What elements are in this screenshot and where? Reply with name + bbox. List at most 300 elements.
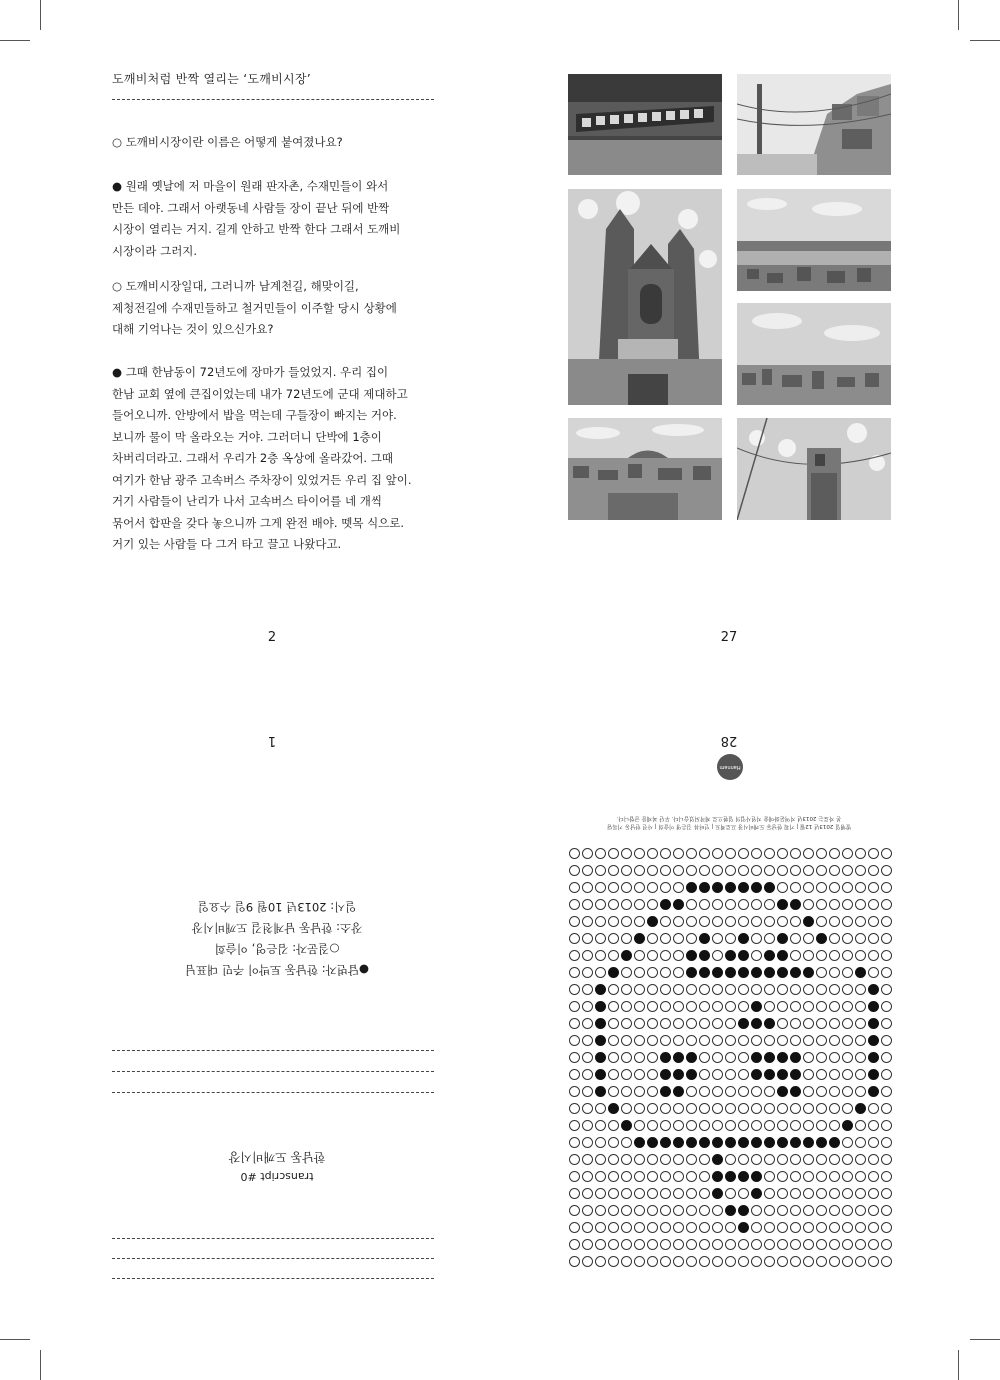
- empty-dot: [816, 1256, 827, 1267]
- empty-dot: [842, 1205, 853, 1216]
- empty-dot: [855, 1188, 866, 1199]
- empty-dot: [790, 882, 801, 893]
- empty-dot: [803, 1035, 814, 1046]
- empty-dot: [777, 1001, 788, 1012]
- empty-dot: [660, 1035, 671, 1046]
- filled-dot: [686, 882, 697, 893]
- empty-dot: [608, 865, 619, 876]
- empty-dot: [868, 848, 879, 859]
- empty-dot: [816, 1222, 827, 1233]
- empty-dot: [725, 1035, 736, 1046]
- empty-dot: [647, 1001, 658, 1012]
- empty-dot: [764, 984, 775, 995]
- empty-dot: [569, 1069, 580, 1080]
- empty-dot: [842, 1154, 853, 1165]
- empty-dot: [582, 1188, 593, 1199]
- empty-dot: [842, 1171, 853, 1182]
- empty-dot: [634, 899, 645, 910]
- empty-dot: [673, 967, 684, 978]
- text-line: 발행일 2013년 12월 | 기획 한남동 도깨비시장 프로젝트 | 인터뷰 김은영 이슬희 | 사진 한남동 기록팀: [606, 823, 852, 829]
- empty-dot: [712, 1222, 723, 1233]
- empty-dot: [842, 967, 853, 978]
- empty-dot: [647, 848, 658, 859]
- empty-dot: [842, 882, 853, 893]
- crop-mark: [958, 0, 959, 30]
- empty-dot: [881, 865, 892, 876]
- empty-dot: [764, 1103, 775, 1114]
- empty-dot: [621, 967, 632, 978]
- empty-dot: [569, 1222, 580, 1233]
- empty-dot: [829, 1069, 840, 1080]
- empty-dot: [699, 1205, 710, 1216]
- empty-dot: [699, 1154, 710, 1165]
- empty-dot: [569, 1239, 580, 1250]
- empty-dot: [816, 967, 827, 978]
- empty-dot: [595, 1222, 606, 1233]
- empty-dot: [647, 1239, 658, 1250]
- empty-dot: [582, 967, 593, 978]
- empty-dot: [868, 1171, 879, 1182]
- empty-dot: [738, 1086, 749, 1097]
- empty-dot: [751, 865, 762, 876]
- empty-dot: [842, 848, 853, 859]
- empty-dot: [712, 1086, 723, 1097]
- empty-dot: [608, 1188, 619, 1199]
- empty-dot: [673, 1120, 684, 1131]
- empty-dot: [751, 950, 762, 961]
- empty-dot: [660, 1171, 671, 1182]
- empty-dot: [751, 899, 762, 910]
- empty-dot: [673, 1018, 684, 1029]
- empty-dot: [699, 865, 710, 876]
- empty-dot: [777, 1120, 788, 1131]
- filled-dot: [725, 950, 736, 961]
- empty-dot: [608, 1239, 619, 1250]
- text-line: ● 그때 한남동이 72년도에 장마가 들었었지. 우리 집이: [112, 365, 389, 379]
- empty-dot: [673, 1103, 684, 1114]
- empty-dot: [725, 984, 736, 995]
- empty-dot: [673, 1239, 684, 1250]
- empty-dot: [699, 1069, 710, 1080]
- filled-dot: [660, 1052, 671, 1063]
- empty-dot: [712, 848, 723, 859]
- empty-dot: [803, 1052, 814, 1063]
- filled-dot: [595, 1086, 606, 1097]
- empty-dot: [712, 984, 723, 995]
- empty-dot: [595, 1256, 606, 1267]
- empty-dot: [569, 1103, 580, 1114]
- empty-dot: [569, 1154, 580, 1165]
- empty-dot: [686, 1171, 697, 1182]
- empty-dot: [881, 1001, 892, 1012]
- empty-dot: [868, 865, 879, 876]
- empty-dot: [829, 1188, 840, 1199]
- empty-dot: [764, 1222, 775, 1233]
- empty-dot: [855, 984, 866, 995]
- empty-dot: [569, 1256, 580, 1267]
- empty-dot: [725, 1103, 736, 1114]
- empty-dot: [829, 1154, 840, 1165]
- empty-dot: [738, 1188, 749, 1199]
- rooftops-photo: [568, 418, 722, 520]
- empty-dot: [647, 1035, 658, 1046]
- empty-dot: [725, 1018, 736, 1029]
- filled-dot: [751, 1018, 762, 1029]
- empty-dot: [738, 984, 749, 995]
- empty-dot: [595, 950, 606, 961]
- text-line: 제청전길에 수재민들하고 철거민들이 이주할 당시 상황에: [112, 300, 397, 315]
- text-line: 한남 교회 옆에 큰집이었는데 내가 72년도에 군대 제대하고: [112, 386, 408, 401]
- empty-dot: [725, 1001, 736, 1012]
- empty-dot: [621, 1154, 632, 1165]
- text-line: 거기 있는 사람들 다 그거 타고 끌고 나왔다고.: [112, 537, 342, 551]
- empty-dot: [634, 1256, 645, 1267]
- empty-dot: [647, 1154, 658, 1165]
- filled-dot: [764, 1137, 775, 1148]
- empty-dot: [777, 916, 788, 927]
- empty-dot: [842, 1188, 853, 1199]
- empty-dot: [842, 933, 853, 944]
- empty-dot: [803, 1103, 814, 1114]
- empty-dot: [673, 916, 684, 927]
- empty-dot: [608, 1001, 619, 1012]
- empty-dot: [738, 1239, 749, 1250]
- empty-dot: [777, 1171, 788, 1182]
- filled-dot: [738, 1222, 749, 1233]
- filled-dot: [673, 899, 684, 910]
- empty-dot: [881, 1154, 892, 1165]
- empty-dot: [816, 1171, 827, 1182]
- empty-dot: [608, 1052, 619, 1063]
- filled-dot: [855, 967, 866, 978]
- empty-dot: [621, 1222, 632, 1233]
- text-line: 대해 기억나는 것이 있으신가요?: [112, 322, 274, 336]
- empty-dot: [764, 1120, 775, 1131]
- empty-dot: [855, 1120, 866, 1131]
- filled-dot: [751, 1137, 762, 1148]
- empty-dot: [881, 848, 892, 859]
- filled-dot: [686, 1069, 697, 1080]
- empty-dot: [751, 984, 762, 995]
- empty-dot: [608, 1035, 619, 1046]
- filled-dot: [803, 1137, 814, 1148]
- empty-dot: [881, 1256, 892, 1267]
- empty-dot: [595, 1120, 606, 1131]
- empty-dot: [582, 1154, 593, 1165]
- filled-dot: [751, 967, 762, 978]
- empty-dot: [764, 899, 775, 910]
- empty-dot: [699, 1171, 710, 1182]
- text-line: 시장이라 그러지.: [112, 243, 198, 258]
- empty-dot: [751, 1256, 762, 1267]
- empty-dot: [621, 916, 632, 927]
- empty-dot: [595, 1205, 606, 1216]
- empty-dot: [829, 984, 840, 995]
- empty-dot: [803, 848, 814, 859]
- empty-dot: [621, 1001, 632, 1012]
- empty-dot: [673, 1256, 684, 1267]
- empty-dot: [738, 916, 749, 927]
- empty-dot: [803, 1222, 814, 1233]
- empty-dot: [803, 984, 814, 995]
- answer-1: [112, 176, 442, 262]
- empty-dot: [582, 1239, 593, 1250]
- text-line: ○질문자: 김은영, 이슬희: [214, 942, 340, 956]
- empty-dot: [725, 916, 736, 927]
- empty-dot: [582, 1256, 593, 1267]
- empty-dot: [855, 1086, 866, 1097]
- empty-dot: [842, 984, 853, 995]
- empty-dot: [621, 848, 632, 859]
- filled-dot: [751, 1069, 762, 1080]
- empty-dot: [608, 1018, 619, 1029]
- crop-mark: [958, 1350, 959, 1380]
- empty-dot: [673, 1035, 684, 1046]
- empty-dot: [751, 1103, 762, 1114]
- empty-dot: [569, 1086, 580, 1097]
- question-1: ○ 도깨비시장이란 이름은 어떻게 붙여졌나요?: [112, 135, 343, 149]
- empty-dot: [621, 1086, 632, 1097]
- filled-dot: [621, 1120, 632, 1131]
- empty-dot: [855, 1052, 866, 1063]
- empty-dot: [582, 899, 593, 910]
- text-line: ● 원래 옛날에 저 마을이 원래 판자촌, 수재민들이 와서: [112, 179, 389, 193]
- divider: [112, 1092, 434, 1093]
- empty-dot: [699, 1256, 710, 1267]
- empty-dot: [881, 882, 892, 893]
- empty-dot: [881, 1137, 892, 1148]
- empty-dot: [621, 1188, 632, 1199]
- empty-dot: [712, 1120, 723, 1131]
- empty-dot: [608, 899, 619, 910]
- empty-dot: [842, 1103, 853, 1114]
- filled-dot: [608, 1103, 619, 1114]
- empty-dot: [582, 1018, 593, 1029]
- filled-dot: [673, 1052, 684, 1063]
- empty-dot: [777, 1256, 788, 1267]
- empty-dot: [634, 916, 645, 927]
- empty-dot: [582, 1120, 593, 1131]
- page-number-27: 27: [720, 630, 738, 645]
- empty-dot: [881, 916, 892, 927]
- empty-dot: [764, 1171, 775, 1182]
- empty-dot: [621, 984, 632, 995]
- empty-dot: [816, 848, 827, 859]
- filled-dot: [868, 984, 879, 995]
- empty-dot: [634, 1120, 645, 1131]
- empty-dot: [712, 916, 723, 927]
- empty-dot: [621, 1052, 632, 1063]
- empty-dot: [712, 865, 723, 876]
- empty-dot: [803, 1171, 814, 1182]
- question-2: [112, 276, 442, 341]
- empty-dot: [686, 1086, 697, 1097]
- filled-dot: [725, 1137, 736, 1148]
- empty-dot: [881, 1018, 892, 1029]
- empty-dot: [803, 1001, 814, 1012]
- empty-dot: [582, 865, 593, 876]
- empty-dot: [621, 1239, 632, 1250]
- empty-dot: [647, 1205, 658, 1216]
- empty-dot: [868, 933, 879, 944]
- empty-dot: [881, 1205, 892, 1216]
- logo-text: Hannam: [719, 764, 741, 770]
- empty-dot: [699, 1018, 710, 1029]
- empty-dot: [660, 1018, 671, 1029]
- empty-dot: [803, 1205, 814, 1216]
- empty-dot: [790, 1239, 801, 1250]
- empty-dot: [790, 1018, 801, 1029]
- filled-dot: [725, 967, 736, 978]
- empty-dot: [855, 1239, 866, 1250]
- empty-dot: [608, 950, 619, 961]
- empty-dot: [751, 1035, 762, 1046]
- empty-dot: [725, 1188, 736, 1199]
- empty-dot: [868, 1222, 879, 1233]
- filled-dot: [738, 933, 749, 944]
- filled-dot: [595, 1069, 606, 1080]
- empty-dot: [829, 1120, 840, 1131]
- empty-dot: [569, 1205, 580, 1216]
- empty-dot: [751, 1222, 762, 1233]
- filled-dot: [712, 1171, 723, 1182]
- empty-dot: [608, 1120, 619, 1131]
- empty-dot: [751, 933, 762, 944]
- empty-dot: [764, 1205, 775, 1216]
- filled-dot: [725, 1205, 736, 1216]
- empty-dot: [829, 967, 840, 978]
- empty-dot: [595, 1239, 606, 1250]
- empty-dot: [621, 1256, 632, 1267]
- empty-dot: [738, 1103, 749, 1114]
- empty-dot: [582, 848, 593, 859]
- filled-dot: [777, 967, 788, 978]
- empty-dot: [712, 1001, 723, 1012]
- filled-dot: [738, 967, 749, 978]
- empty-dot: [738, 848, 749, 859]
- empty-dot: [686, 1035, 697, 1046]
- empty-dot: [673, 1154, 684, 1165]
- empty-dot: [634, 1154, 645, 1165]
- empty-dot: [673, 950, 684, 961]
- empty-dot: [608, 1171, 619, 1182]
- text-line: 거기 사람들이 난리가 나서 고속버스 타이어를 네 개씩: [112, 494, 382, 508]
- empty-dot: [647, 899, 658, 910]
- empty-dot: [803, 1120, 814, 1131]
- empty-dot: [868, 916, 879, 927]
- divider: [112, 1071, 434, 1072]
- empty-dot: [777, 1239, 788, 1250]
- empty-dot: [621, 1035, 632, 1046]
- empty-dot: [699, 984, 710, 995]
- empty-dot: [712, 1069, 723, 1080]
- filled-dot: [673, 1069, 684, 1080]
- empty-dot: [686, 1154, 697, 1165]
- empty-dot: [582, 1137, 593, 1148]
- empty-dot: [777, 865, 788, 876]
- text-line: 차버리더라고. 그래서 우리가 2층 옥상에 올라갔어. 그때: [112, 451, 393, 465]
- dot-grid: [568, 846, 893, 1271]
- empty-dot: [764, 1001, 775, 1012]
- crop-mark: [970, 40, 1000, 41]
- empty-dot: [855, 933, 866, 944]
- filled-dot: [595, 1052, 606, 1063]
- empty-dot: [868, 882, 879, 893]
- empty-dot: [829, 1103, 840, 1114]
- filled-dot: [660, 899, 671, 910]
- empty-dot: [660, 1001, 671, 1012]
- empty-dot: [673, 882, 684, 893]
- filled-dot: [777, 950, 788, 961]
- empty-dot: [816, 1205, 827, 1216]
- empty-dot: [595, 1188, 606, 1199]
- empty-dot: [608, 1137, 619, 1148]
- empty-dot: [868, 1120, 879, 1131]
- empty-dot: [829, 899, 840, 910]
- crop-mark: [970, 1339, 1000, 1340]
- empty-dot: [868, 1256, 879, 1267]
- empty-dot: [608, 1222, 619, 1233]
- empty-dot: [764, 865, 775, 876]
- filled-dot: [712, 1137, 723, 1148]
- empty-dot: [686, 1120, 697, 1131]
- empty-dot: [712, 1052, 723, 1063]
- empty-dot: [816, 1239, 827, 1250]
- filled-dot: [647, 916, 658, 927]
- empty-dot: [621, 882, 632, 893]
- empty-dot: [842, 865, 853, 876]
- empty-dot: [790, 1205, 801, 1216]
- empty-dot: [582, 1103, 593, 1114]
- empty-dot: [686, 848, 697, 859]
- empty-dot: [660, 916, 671, 927]
- empty-dot: [621, 1171, 632, 1182]
- filled-dot: [699, 1137, 710, 1148]
- empty-dot: [829, 1205, 840, 1216]
- empty-dot: [712, 933, 723, 944]
- empty-dot: [712, 1239, 723, 1250]
- city-view-photo: [737, 303, 891, 405]
- empty-dot: [634, 1086, 645, 1097]
- empty-dot: [855, 1154, 866, 1165]
- empty-dot: [621, 899, 632, 910]
- empty-dot: [686, 1018, 697, 1029]
- empty-dot: [569, 865, 580, 876]
- filled-dot: [790, 1069, 801, 1080]
- empty-dot: [816, 1052, 827, 1063]
- filled-dot: [660, 1086, 671, 1097]
- empty-dot: [712, 950, 723, 961]
- empty-dot: [803, 899, 814, 910]
- empty-dot: [660, 1239, 671, 1250]
- empty-dot: [881, 1103, 892, 1114]
- filled-dot: [595, 1018, 606, 1029]
- filled-dot: [712, 1154, 723, 1165]
- empty-dot: [582, 950, 593, 961]
- empty-dot: [699, 1120, 710, 1131]
- filled-dot: [764, 1018, 775, 1029]
- empty-dot: [634, 1205, 645, 1216]
- empty-dot: [790, 1001, 801, 1012]
- empty-dot: [582, 933, 593, 944]
- empty-dot: [712, 1205, 723, 1216]
- empty-dot: [569, 1001, 580, 1012]
- divider: [112, 1050, 434, 1051]
- empty-dot: [842, 1052, 853, 1063]
- empty-dot: [855, 1069, 866, 1080]
- empty-dot: [634, 865, 645, 876]
- filled-dot: [725, 1171, 736, 1182]
